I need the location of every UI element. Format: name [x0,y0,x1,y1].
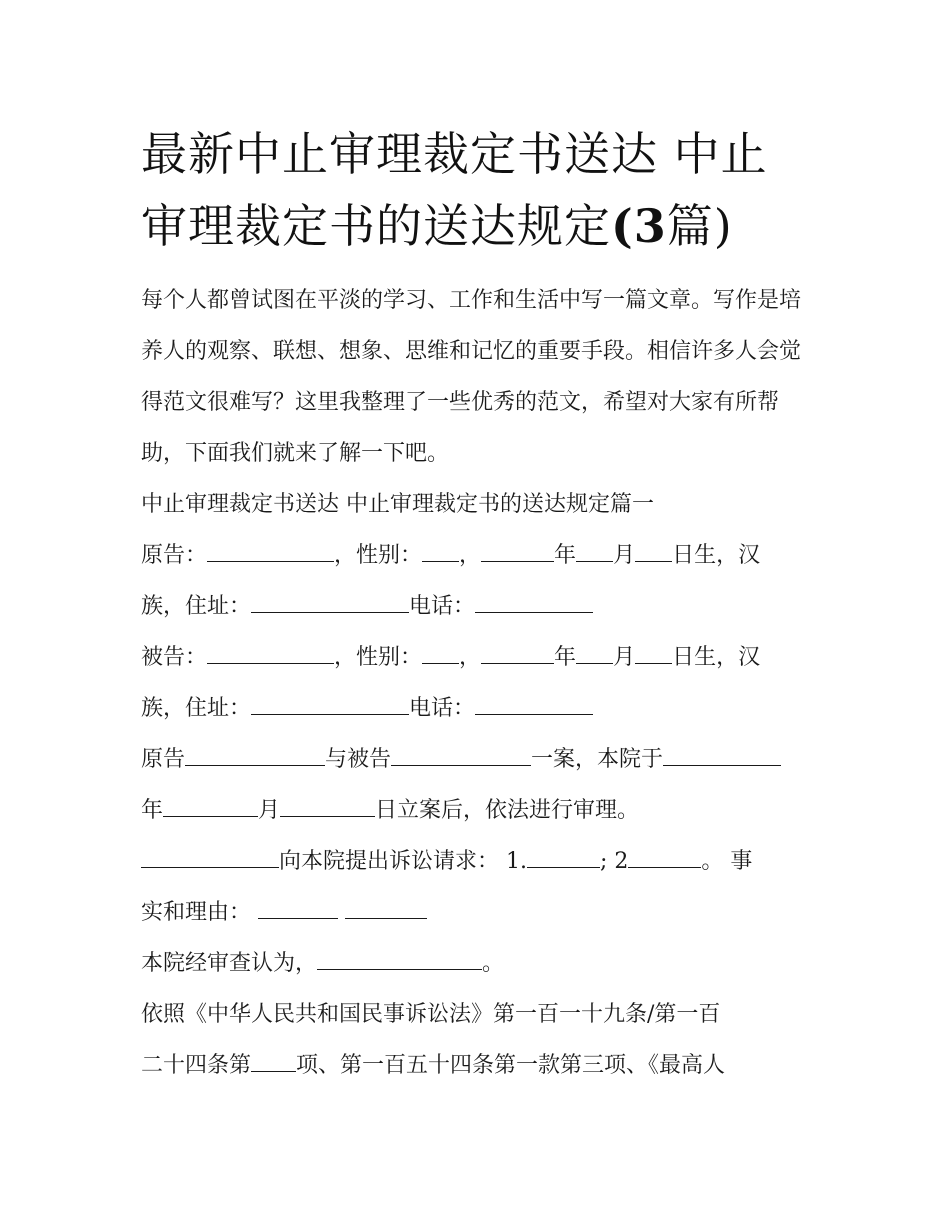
case-line-2: 年 月 日立案后，依法进行审理。 [141,785,821,836]
claimant-blank [141,844,279,868]
plaintiff-address-blank [251,589,409,613]
plaintiff-line-2: 族，住址： 电话： [141,581,821,632]
plaintiff-day-blank [635,538,672,562]
document-title [141,118,831,262]
case-year-blank [663,742,781,766]
defendant-line-2: 族，住址： 电话： [141,683,821,734]
facts-blank-1 [258,895,338,919]
plaintiff-name-blank [207,538,334,562]
defendant-phone-blank [475,691,593,715]
legal-basis-line-1: 依照《中华人民共和国民事诉讼法》第一百一十九条/第一百 [141,1002,721,1027]
defendant-day-blank [635,640,672,664]
defendant-month-blank [576,640,613,664]
finding-blank [317,946,482,970]
plaintiff-gender-blank [422,538,459,562]
legal-basis-line-2: 二十四条第 项、第一百五十四条第一款第三项、《最高人 [141,1040,821,1091]
title-line-2: 审理裁定书的送达规定(3篇) [141,199,733,253]
defendant-address-blank [251,691,409,715]
section-heading: 中止审理裁定书送达 中止审理裁定书的送达规定篇一 [141,492,654,517]
plaintiff-line-1: 原告： ，性别： ， 年 月 日生，汉 [141,530,821,581]
defendant-year-blank [481,640,554,664]
claims-line-1: 向本院提出诉讼请求： 1. ; 2 。 事 [141,836,821,887]
title-line-1: 最新中止审理裁定书送达 中止 [141,127,768,181]
claim-1-blank [527,844,600,868]
case-defendant-blank [391,742,531,766]
case-line-1: 原告 与被告 一案，本院于 [141,734,821,785]
plaintiff-phone-blank [475,589,593,613]
case-plaintiff-blank [185,742,325,766]
defendant-name-blank [207,640,334,664]
defendant-gender-blank [422,640,459,664]
claims-line-2: 实和理由： [141,887,821,938]
case-month-blank [163,793,258,817]
intro-paragraph: 每个人都曾试图在平淡的学习、工作和生活中写一篇文章。写作是培养人的观察、联想、想象、思维和记忆的重要手段。相信许多人会觉得范文很难写？这里我整理了一些优秀的范文，希望对大家有所帮助，下面我们就来了解一下吧。 [141,288,802,466]
case-day-blank [280,793,375,817]
plaintiff-month-blank [576,538,613,562]
court-finding-line: 本院经审查认为， 。 [141,938,821,989]
facts-blank-2 [345,895,427,919]
item-number-blank [251,1048,296,1072]
defendant-line-1: 被告： ，性别： ， 年 月 日生，汉 [141,632,821,683]
plaintiff-year-blank [481,538,554,562]
claim-2-blank [628,844,701,868]
